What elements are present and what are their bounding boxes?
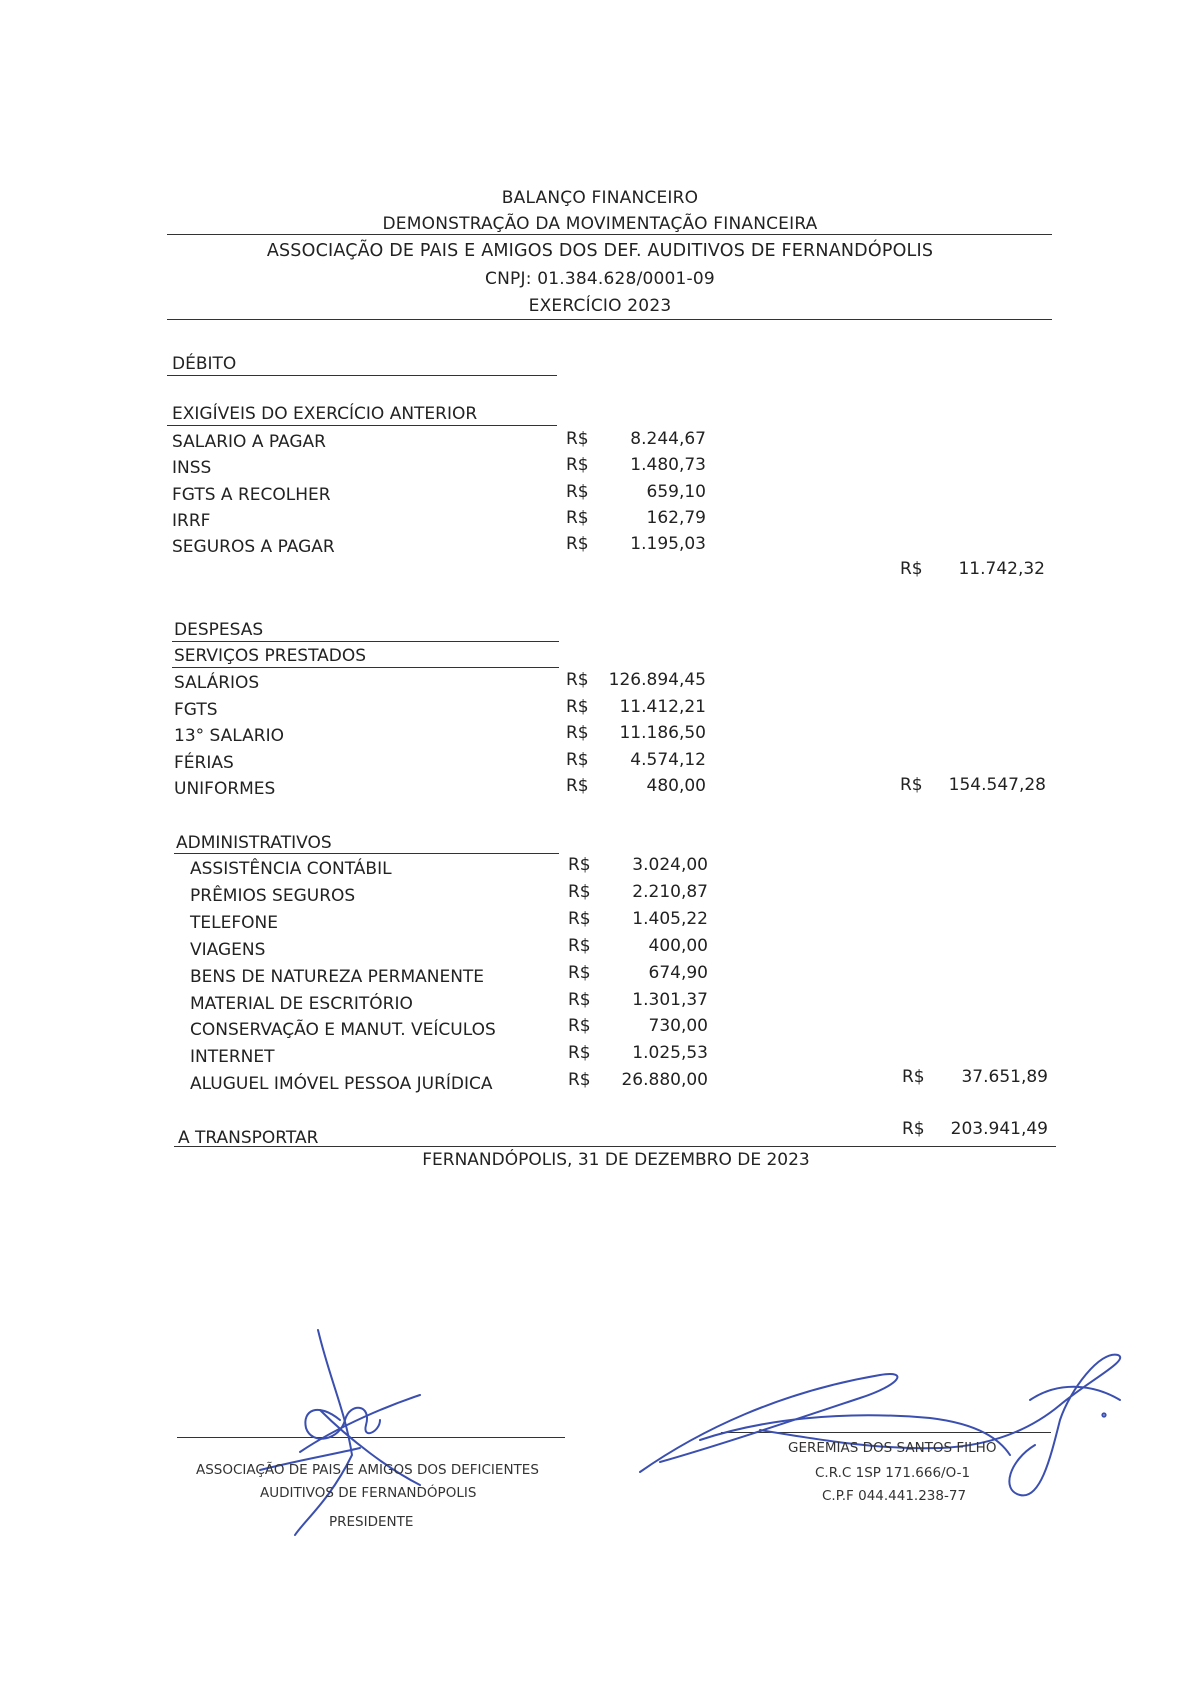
- row-amount: 1.405,22: [632, 909, 708, 929]
- row-label: TELEFONE: [190, 913, 278, 933]
- administrativos-total-currency: R$: [902, 1067, 925, 1087]
- signature-left-role: PRESIDENTE: [329, 1514, 414, 1530]
- signature-right-name: GEREMIAS DOS SANTOS FILHO: [788, 1440, 997, 1456]
- row-currency: R$: [568, 936, 591, 956]
- row-currency: R$: [568, 1070, 591, 1090]
- row-currency: R$: [568, 963, 591, 983]
- row-currency: R$: [566, 750, 589, 770]
- row-currency: R$: [566, 697, 589, 717]
- row-amount: 674,90: [648, 963, 708, 983]
- row-currency: R$: [566, 776, 589, 796]
- row-amount: 659,10: [646, 482, 706, 502]
- exigiveis-total-value: 11.742,32: [958, 559, 1045, 579]
- administrativos-total-value: 37.651,89: [961, 1067, 1048, 1087]
- row-label: IRRF: [172, 511, 211, 531]
- row-currency: R$: [566, 670, 589, 690]
- row-currency: R$: [566, 455, 589, 475]
- row-label: PRÊMIOS SEGUROS: [190, 886, 356, 906]
- place-and-date: FERNANDÓPOLIS, 31 DE DEZEMBRO DE 2023: [422, 1150, 810, 1170]
- signature-left-org: ASSOCIAÇÃO DE PAIS E AMIGOS DOS DEFICIENTES: [196, 1462, 539, 1478]
- signature-right-crc: C.R.C 1SP 171.666/O-1: [815, 1465, 971, 1481]
- row-amount: 26.880,00: [621, 1070, 708, 1090]
- row-label: SALARIO A PAGAR: [172, 432, 326, 452]
- row-currency: R$: [568, 1043, 591, 1063]
- header-cnpj: CNPJ: 01.384.628/0001-09: [485, 269, 715, 289]
- row-currency: R$: [566, 723, 589, 743]
- row-label: FGTS A RECOLHER: [172, 485, 331, 505]
- row-amount: 11.412,21: [619, 697, 706, 717]
- row-currency: R$: [568, 855, 591, 875]
- row-amount: 3.024,00: [632, 855, 708, 875]
- transportar-value: 203.941,49: [950, 1119, 1048, 1139]
- transportar-currency: R$: [902, 1119, 925, 1139]
- row-currency: R$: [568, 990, 591, 1010]
- row-label: ASSISTÊNCIA CONTÁBIL: [190, 859, 392, 879]
- row-label: INTERNET: [190, 1047, 275, 1067]
- row-currency: R$: [566, 429, 589, 449]
- row-currency: R$: [566, 534, 589, 554]
- row-currency: R$: [568, 1016, 591, 1036]
- row-label: BENS DE NATUREZA PERMANENTE: [190, 967, 485, 987]
- despesas-total-currency: R$: [900, 775, 923, 795]
- section-debito-label: DÉBITO: [172, 354, 237, 374]
- exigiveis-total-currency: R$: [900, 559, 923, 579]
- row-amount: 400,00: [648, 936, 708, 956]
- section-exigiveis-title: EXIGÍVEIS DO EXERCÍCIO ANTERIOR: [172, 404, 478, 424]
- row-amount: 1.195,03: [630, 534, 706, 554]
- row-label: VIAGENS: [190, 940, 266, 960]
- header-subtitle: DEMONSTRAÇÃO DA MOVIMENTAÇÃO FINANCEIRA: [382, 214, 818, 234]
- header-exercise-year: EXERCÍCIO 2023: [528, 296, 672, 316]
- row-label: MATERIAL DE ESCRITÓRIO: [190, 994, 413, 1014]
- row-amount: 4.574,12: [630, 750, 706, 770]
- row-amount: 8.244,67: [630, 429, 706, 449]
- row-label: SEGUROS A PAGAR: [172, 537, 335, 557]
- row-label: FÉRIAS: [174, 753, 234, 773]
- row-amount: 1.301,37: [632, 990, 708, 1010]
- header-title: BALANÇO FINANCEIRO: [501, 188, 699, 208]
- row-amount: 11.186,50: [619, 723, 706, 743]
- row-label: UNIFORMES: [174, 779, 276, 799]
- row-amount: 162,79: [646, 508, 706, 528]
- row-label: ALUGUEL IMÓVEL PESSOA JURÍDICA: [190, 1074, 493, 1094]
- section-servicos-title: SERVIÇOS PRESTADOS: [174, 646, 367, 666]
- row-label: INSS: [172, 458, 212, 478]
- row-currency: R$: [566, 508, 589, 528]
- signature-left-org-2: AUDITIVOS DE FERNANDÓPOLIS: [260, 1485, 477, 1501]
- row-label: 13° SALARIO: [174, 726, 284, 746]
- row-amount: 2.210,87: [632, 882, 708, 902]
- transportar-label: A TRANSPORTAR: [178, 1128, 319, 1148]
- row-label: FGTS: [174, 700, 218, 720]
- row-amount: 1.025,53: [632, 1043, 708, 1063]
- signature-right-cpf: C.P.F 044.441.238-77: [822, 1488, 967, 1504]
- row-currency: R$: [566, 482, 589, 502]
- row-label: CONSERVAÇÃO E MANUT. VEÍCULOS: [190, 1020, 496, 1040]
- section-administrativos-title: ADMINISTRATIVOS: [176, 833, 332, 853]
- header-organization: ASSOCIAÇÃO DE PAIS E AMIGOS DOS DEF. AUDITIVOS DE FERNANDÓPOLIS: [266, 241, 934, 261]
- row-amount: 480,00: [646, 776, 706, 796]
- row-currency: R$: [568, 909, 591, 929]
- section-despesas-title: DESPESAS: [174, 620, 264, 640]
- despesas-total-value: 154.547,28: [948, 775, 1046, 795]
- row-currency: R$: [568, 882, 591, 902]
- row-amount: 126.894,45: [608, 670, 706, 690]
- row-label: SALÁRIOS: [174, 673, 260, 693]
- row-amount: 730,00: [648, 1016, 708, 1036]
- row-amount: 1.480,73: [630, 455, 706, 475]
